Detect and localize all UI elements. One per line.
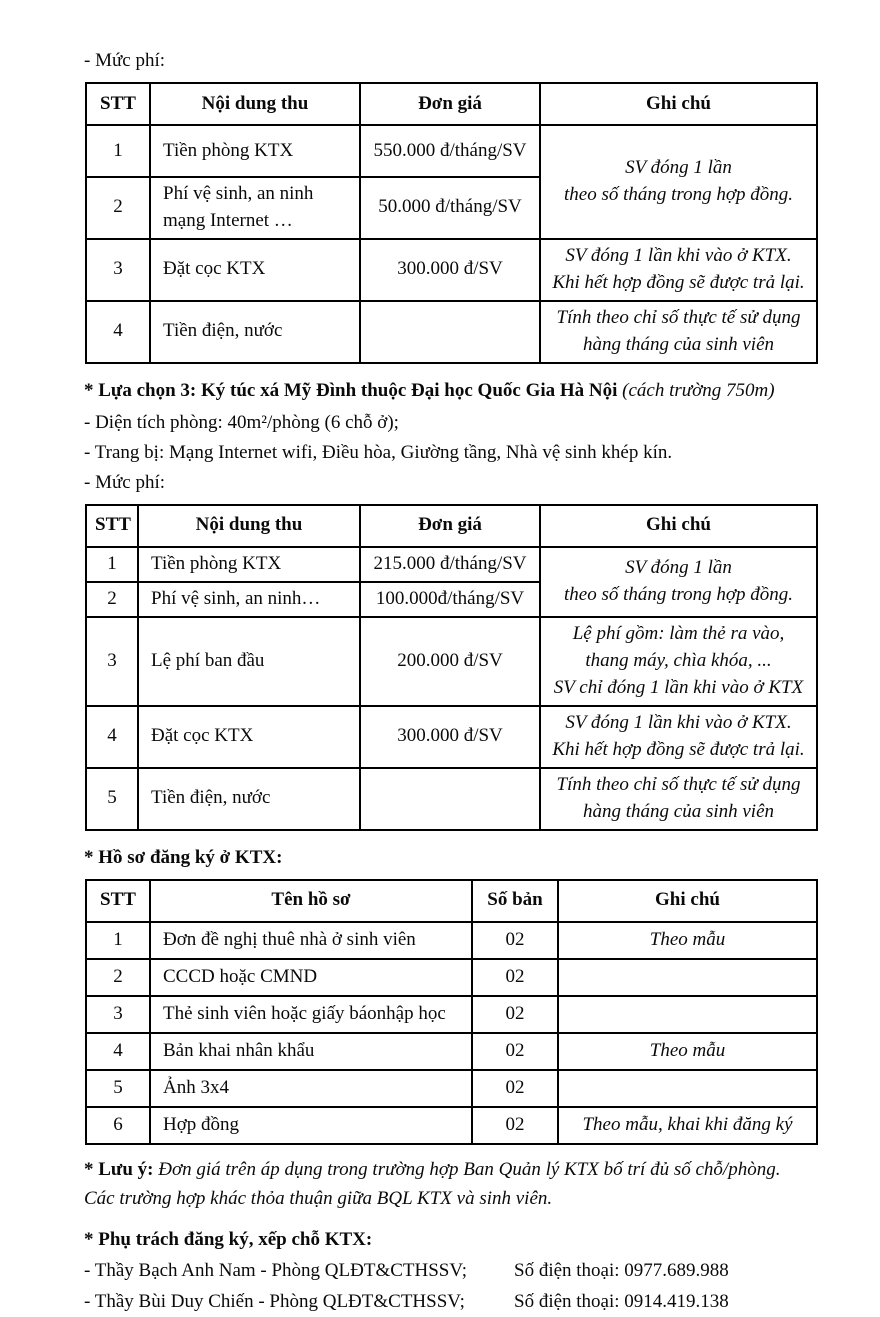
table-row <box>86 1070 817 1107</box>
muc-phi-label: - Mức phí: <box>84 50 166 71</box>
table-cell <box>558 959 817 996</box>
amenities-line: - Trang bị: Mạng Internet wifi, Điều hòa, Giường tầng, Nhà vệ sinh khép kín. <box>84 441 673 463</box>
column-header: STT <box>86 505 138 547</box>
note-line-1 <box>84 1155 816 1184</box>
table-cell: Lệ phí gồm: làm thẻ ra vào, thang máy, chìa khóa, ... SV chỉ đóng 1 lần khi vào ở KTX <box>540 617 817 706</box>
room-size-line: - Diện tích phòng: 40m²/phòng (6 chỗ ở); <box>84 411 399 433</box>
table-cell: Tính theo chỉ số thực tế sử dụng hàng tháng của sinh viên <box>540 301 817 363</box>
table-cell: 5 <box>86 768 138 830</box>
table-cell: SV đóng 1 lần khi vào ở KTX. Khi hết hợp đồng sẽ được trả lại. <box>540 239 817 301</box>
column-header: STT <box>86 83 150 125</box>
table-cell <box>360 301 540 363</box>
table-cell: 3 <box>86 996 150 1033</box>
table-row <box>86 1033 817 1070</box>
column-header: Tên hồ sơ <box>150 880 472 922</box>
table-cell: 6 <box>86 1107 150 1144</box>
table-cell: 2 <box>86 177 150 239</box>
table-cell: 4 <box>86 301 150 363</box>
table-cell: 550.000 đ/tháng/SV <box>360 125 540 177</box>
table-row <box>86 922 817 959</box>
header-row <box>86 880 817 922</box>
table-cell: 2 <box>86 582 138 617</box>
registration-docs-heading: * Hồ sơ đăng ký ở KTX: <box>84 846 283 868</box>
table-row <box>86 301 817 363</box>
table-cell: 2 <box>86 959 150 996</box>
table-row <box>86 768 817 830</box>
contact-line-2 <box>84 1286 816 1317</box>
table-cell: 4 <box>86 1033 150 1070</box>
table-cell: 300.000 đ/SV <box>360 706 540 768</box>
table-cell: Tiền phòng KTX <box>138 547 360 582</box>
data-table <box>85 504 818 831</box>
table-cell <box>558 1070 817 1107</box>
table-cell <box>558 996 817 1033</box>
table-cell: Phí vệ sinh, an ninh… <box>138 582 360 617</box>
option3-heading <box>84 376 816 406</box>
table-cell: 4 <box>86 706 138 768</box>
table-cell: 1 <box>86 547 138 582</box>
column-header: Ghi chú <box>558 880 817 922</box>
table-row <box>86 706 817 768</box>
table-cell: 215.000 đ/tháng/SV <box>360 547 540 582</box>
note-paragraph <box>84 1155 816 1213</box>
fee-table-option2 <box>84 82 816 364</box>
table-cell: Thẻ sinh viên hoặc giấy báonhập học <box>150 996 472 1033</box>
table-cell: Đơn đề nghị thuê nhà ở sinh viên <box>150 922 472 959</box>
column-header: Ghi chú <box>540 505 817 547</box>
table-cell: 50.000 đ/tháng/SV <box>360 177 540 239</box>
table-cell: Đặt cọc KTX <box>150 239 360 301</box>
table-cell: Theo mẫu <box>558 922 817 959</box>
table-cell: 02 <box>472 1033 558 1070</box>
table-cell: Theo mẫu <box>558 1033 817 1070</box>
table-cell: 5 <box>86 1070 150 1107</box>
note-text-2: Các trường hợp khác thỏa thuận giữa BQL KTX và sinh viên. <box>84 1187 553 1209</box>
table-cell <box>360 768 540 830</box>
column-header: Nội dung thu <box>150 83 360 125</box>
data-table <box>85 879 818 1145</box>
column-header: Đơn giá <box>360 505 540 547</box>
table-cell: Tiền phòng KTX <box>150 125 360 177</box>
fee-table-option3 <box>84 504 816 831</box>
table-cell: 02 <box>472 1070 558 1107</box>
table-cell: SV đóng 1 lần theo số tháng trong hợp đồng. <box>540 547 817 617</box>
option3-heading-distance: (cách trường 750m) <box>622 379 775 401</box>
table-cell: Theo mẫu, khai khi đăng ký <box>558 1107 817 1144</box>
column-header: Nội dung thu <box>138 505 360 547</box>
header-row <box>86 83 817 125</box>
table-cell: 200.000 đ/SV <box>360 617 540 706</box>
table-cell: 02 <box>472 922 558 959</box>
option3-heading-bold: * Lựa chọn 3: Ký túc xá Mỹ Đình thuộc Đại học Quốc Gia Hà Nội <box>84 379 618 401</box>
table-cell: Ảnh 3x4 <box>150 1070 472 1107</box>
table-cell: Tiền điện, nước <box>138 768 360 830</box>
table-cell: Lệ phí ban đầu <box>138 617 360 706</box>
contact-phone-1: Số điện thoại: 0977.689.988 <box>514 1259 729 1281</box>
header-row <box>86 505 817 547</box>
table-cell: Bản khai nhân khẩu <box>150 1033 472 1070</box>
note-text-1: Đơn giá trên áp dụng trong trường hợp Ban Quản lý KTX bố trí đủ số chỗ/phòng. <box>158 1158 781 1180</box>
muc-phi-label-2: - Mức phí: <box>84 471 166 493</box>
table-cell: SV đóng 1 lần theo số tháng trong hợp đồng. <box>540 125 817 239</box>
table-row <box>86 996 817 1033</box>
table-cell: 02 <box>472 959 558 996</box>
column-header: Đơn giá <box>360 83 540 125</box>
table-cell: SV đóng 1 lần khi vào ở KTX. Khi hết hợp đồng sẽ được trả lại. <box>540 706 817 768</box>
table-row <box>86 617 817 706</box>
table-cell: 1 <box>86 125 150 177</box>
table-row <box>86 1107 817 1144</box>
column-header: STT <box>86 880 150 922</box>
note-label: * Lưu ý: <box>84 1158 154 1180</box>
data-table <box>85 82 818 364</box>
table-cell: 3 <box>86 617 138 706</box>
registration-docs-table <box>84 879 816 1145</box>
table-cell: Tiền điện, nước <box>150 301 360 363</box>
table-row <box>86 125 817 177</box>
table-cell: CCCD hoặc CMND <box>150 959 472 996</box>
table-cell: 1 <box>86 922 150 959</box>
table-cell: Hợp đồng <box>150 1107 472 1144</box>
table-cell: 3 <box>86 239 150 301</box>
table-cell: 300.000 đ/SV <box>360 239 540 301</box>
contact-heading: * Phụ trách đăng ký, xếp chỗ KTX: <box>84 1228 373 1250</box>
table-row <box>86 547 817 582</box>
contact-phone-2: Số điện thoại: 0914.419.138 <box>514 1290 729 1312</box>
table-cell: Tính theo chỉ số thực tế sử dụng hàng tháng của sinh viên <box>540 768 817 830</box>
contact-name-1: - Thầy Bạch Anh Nam - Phòng QLĐT&CTHSSV; <box>84 1259 467 1281</box>
table-cell: Phí vệ sinh, an ninh mạng Internet … <box>150 177 360 239</box>
table-row <box>86 239 817 301</box>
table-row <box>86 959 817 996</box>
table-cell: 100.000đ/tháng/SV <box>360 582 540 617</box>
table-cell: 02 <box>472 1107 558 1144</box>
column-header: Ghi chú <box>540 83 817 125</box>
table-cell: 02 <box>472 996 558 1033</box>
column-header: Số bản <box>472 880 558 922</box>
contact-name-2: - Thầy Bùi Duy Chiến - Phòng QLĐT&CTHSSV; <box>84 1290 465 1312</box>
contact-line-1 <box>84 1255 816 1286</box>
table-cell: Đặt cọc KTX <box>138 706 360 768</box>
